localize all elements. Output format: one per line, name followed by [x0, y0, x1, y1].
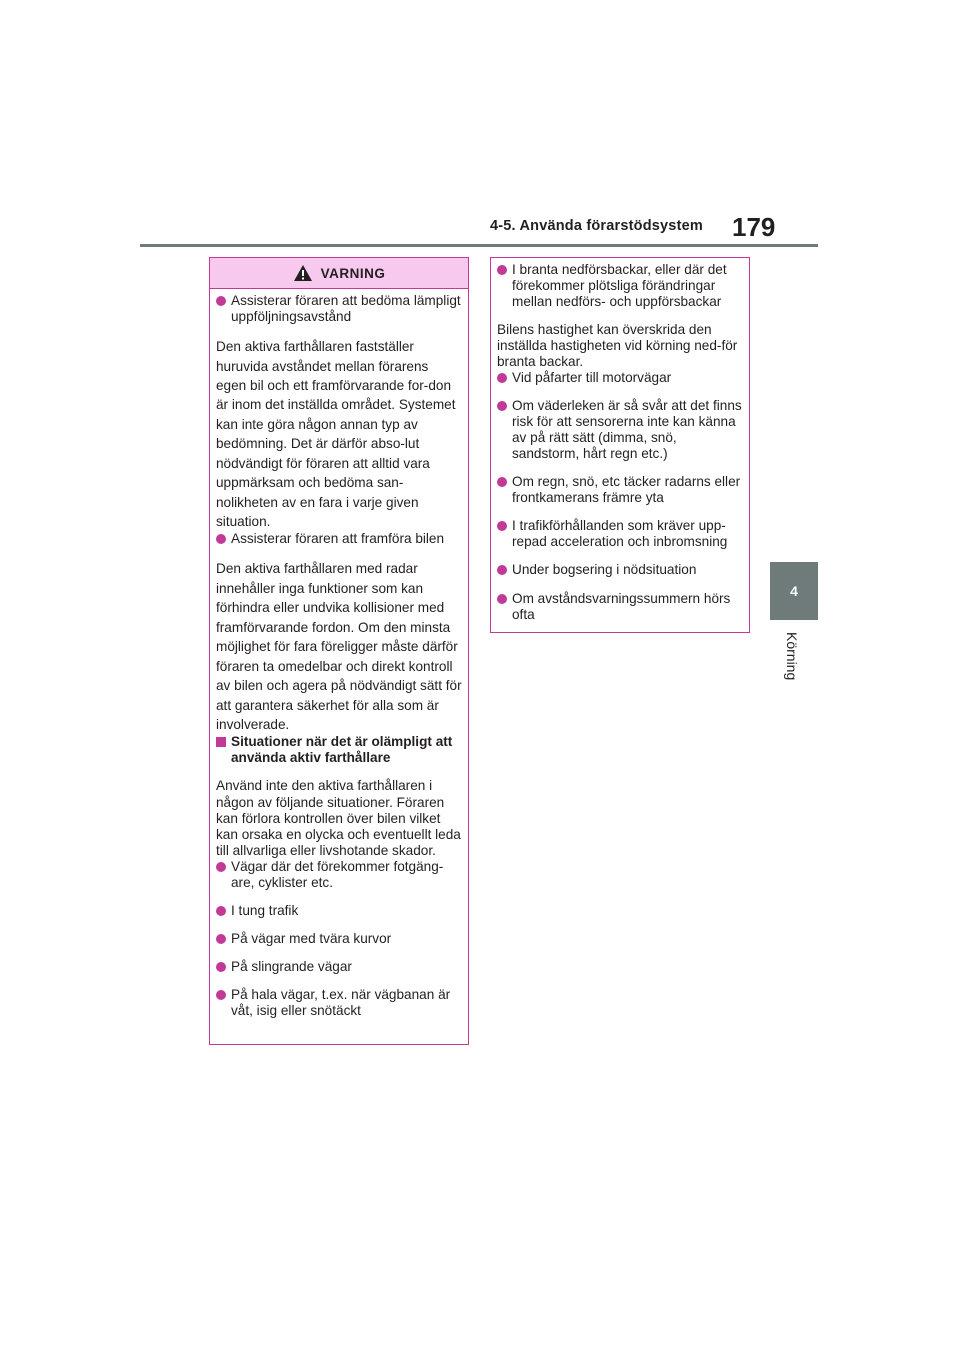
bullet-text: Assisterar föraren att bedöma lämpligt uppföljningsavstånd: [231, 293, 461, 325]
bullet-dot-icon: [497, 565, 507, 575]
chapter-number: 4: [790, 583, 798, 599]
bullet-dot-icon: [497, 594, 507, 604]
paragraph: Bilens hastighet kan överskrida den inställda hastigheten vid körning ned-för branta backar.: [497, 322, 738, 370]
list-item: [216, 931, 462, 947]
list-item: [216, 531, 462, 547]
chapter-label: Körning: [784, 632, 800, 681]
list-item: [497, 518, 743, 550]
list-item: [216, 903, 462, 919]
list-item: [216, 293, 462, 325]
bullet-dot-icon: [216, 990, 226, 1000]
bullet-text: Vid påfarter till motorvägar: [512, 370, 672, 386]
list-item: [497, 370, 743, 386]
bullet-text: Om avståndsvarningssummern hörs ofta: [512, 590, 731, 622]
warning-box-right: [490, 257, 750, 633]
bullet-dot-icon: [497, 401, 507, 411]
subheading: Situationer när det är olämpligt att använda aktiv farthållare: [231, 734, 453, 766]
bullet-text: Om regn, snö, etc täcker radarns eller frontkamerans främre yta: [512, 474, 741, 506]
warning-triangle-icon: [293, 264, 313, 282]
bullet-dot-icon: [216, 296, 226, 306]
bullet-dot-icon: [497, 373, 507, 383]
paragraph: Använd inte den aktiva farthållaren i någon av följande situationer. Föraren kan förlora kontrollen över bilen vilket kan orsaka en olycka och eventuellt leda till allvarliga eller livshotande skador.: [216, 778, 461, 858]
bullet-dot-icon: [497, 521, 507, 531]
bullet-dot-icon: [216, 906, 226, 916]
bullet-text: Vägar där det förekommer fotgäng-are, cyklister etc.: [231, 858, 444, 890]
bullet-text: På hala vägar, t.ex. när vägbanan är våt, isig eller snötäckt: [231, 986, 451, 1018]
list-item: [497, 398, 743, 462]
list-item: [497, 474, 743, 506]
section-title: 4-5. Använda förarstödsystem: [490, 218, 703, 234]
bullet-dot-icon: [497, 265, 507, 275]
bullet-text: I branta nedförsbackar, eller där det förekommer plötsliga förändringar mellan nedförs- och uppförsbackar: [512, 262, 727, 310]
bullet-text: På slingrande vägar: [231, 958, 352, 974]
bullet-text: Under bogsering i nödsituation: [512, 562, 697, 578]
bullet-square-icon: [216, 737, 226, 747]
list-item: [216, 959, 462, 975]
page-number: 179: [732, 212, 776, 242]
list-item: [216, 987, 462, 1019]
bullet-text: I trafikförhållanden som kräver upp-repad acceleration och inbromsning: [512, 518, 728, 550]
bullet-dot-icon: [216, 862, 226, 872]
bullet-text: I tung trafik: [231, 902, 299, 918]
list-item: [216, 734, 462, 766]
paragraph: Den aktiva farthållaren med radar innehåller inga funktioner som kan förhindra eller undvika kollisioner med framförvarande fordon. Om den minsta möjlighet för fara föreligger måste därför föraren ta omedelbar och direkt kontroll av bilen och agera på nödvändigt sätt för att garantera säkerhet för alla som är involverade.: [216, 561, 462, 732]
paragraph: Den aktiva farthållaren fastställer huruvida avståndet mellan förarens egen bil och ett framförvarande for-don är inom det inställda området. Systemet kan inte göra någon annan typ av bedömning. Det är därför abso-lut nödvändigt för föraren att alltid vara uppmärksam och bedöma san-nolikheten av en fara i varje given situation.: [216, 339, 456, 529]
bullet-dot-icon: [216, 934, 226, 944]
bullet-dot-icon: [216, 962, 226, 972]
list-item: [497, 262, 743, 310]
bullet-dot-icon: [216, 534, 226, 544]
bullet-text: På vägar med tvära kurvor: [231, 930, 392, 946]
bullet-text: Assisterar föraren att framföra bilen: [231, 531, 445, 547]
chapter-tab[interactable]: [770, 562, 818, 620]
warning-content-left: [210, 289, 468, 1019]
bullet-dot-icon: [497, 477, 507, 487]
warning-header: [210, 258, 468, 289]
bullet-text: Om väderleken är så svår att det finns risk för att sensorerna inte kan känna av på rätt sätt (dimma, snö, sandstorm, hårt regn etc.): [512, 398, 742, 462]
list-item: [497, 591, 743, 623]
header-divider: [140, 244, 818, 247]
warning-content-right: [491, 258, 749, 623]
warning-box-left: [209, 257, 469, 1045]
warning-label: VARNING: [320, 265, 386, 281]
list-item: [497, 562, 743, 578]
list-item: [216, 859, 462, 891]
